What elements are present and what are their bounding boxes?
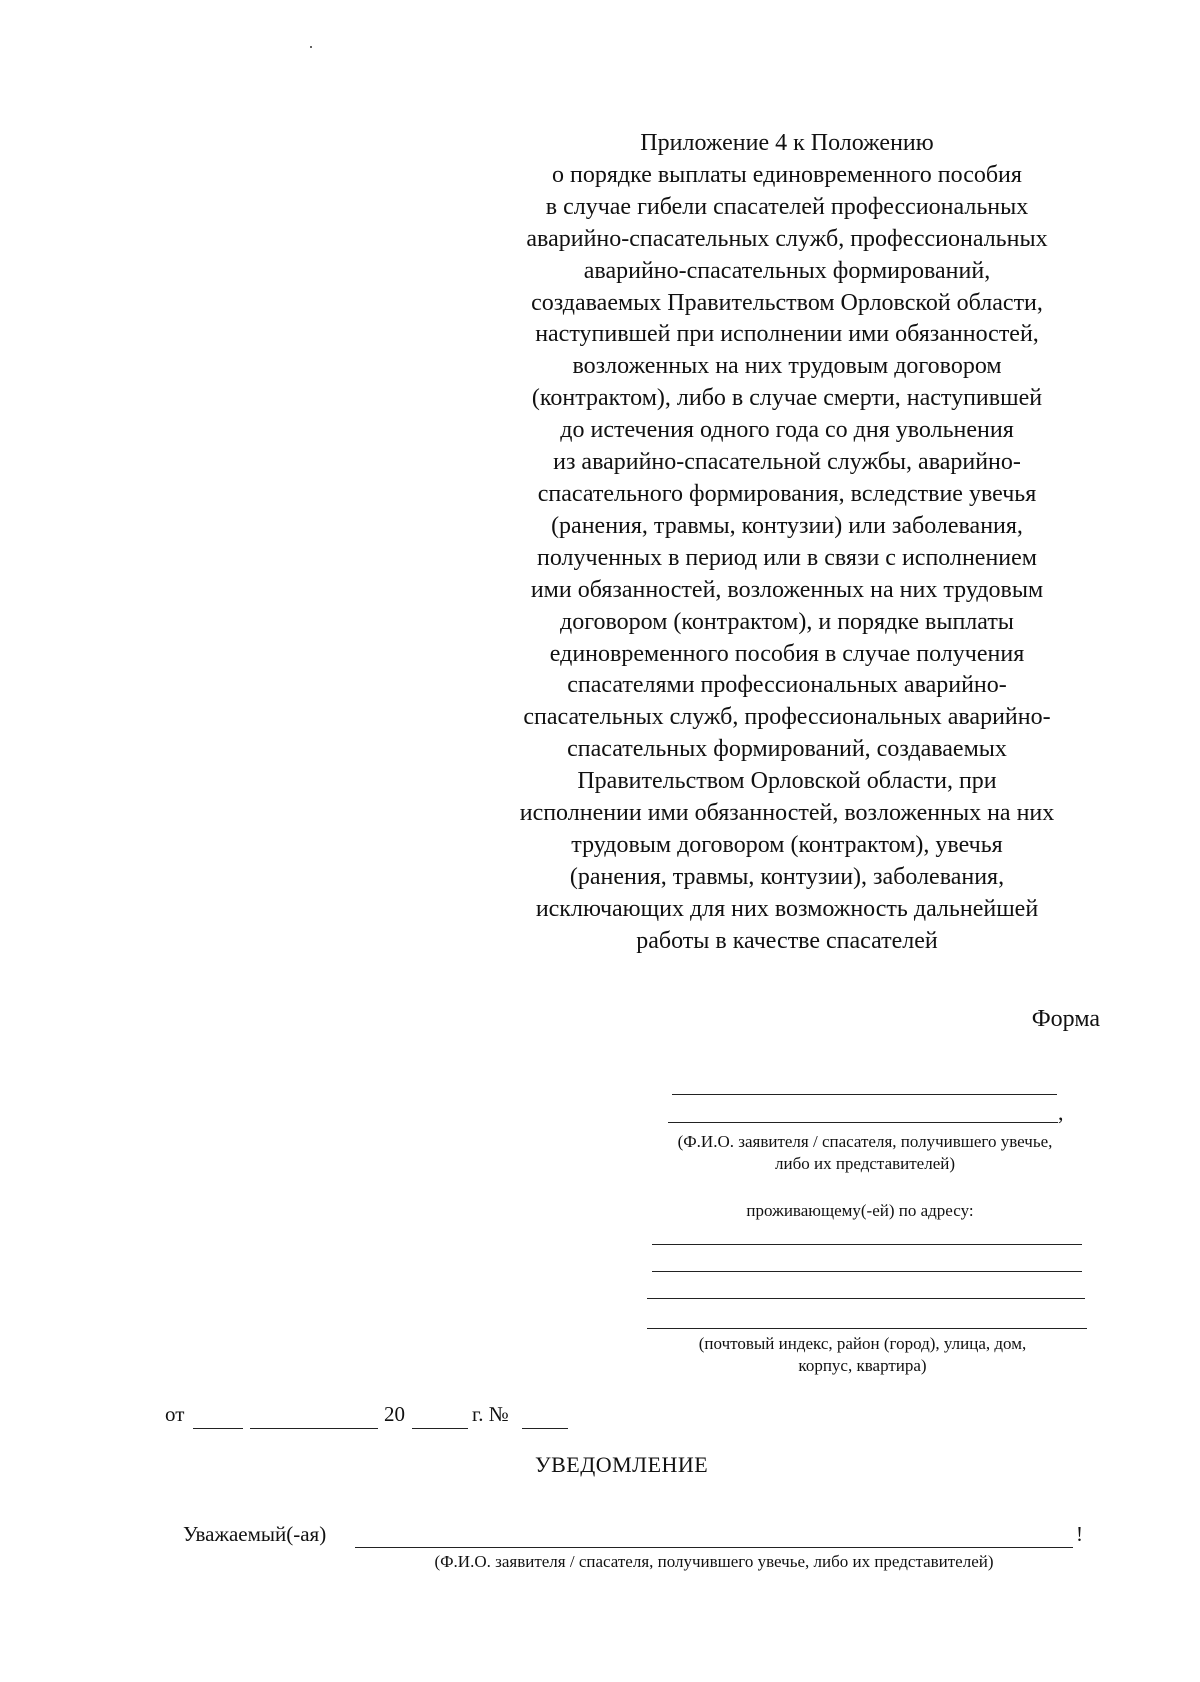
appendix-line: (контрактом), либо в случае смерти, наступившей (531, 385, 1043, 412)
appendix-line: возложенных на них трудовым договором (572, 353, 1002, 380)
appendix-line: Приложение 4 к Положению (640, 130, 934, 156)
address-label: проживающему(-ей) по адресу: (746, 1201, 974, 1220)
address-line-2[interactable] (652, 1271, 1082, 1272)
appendix-line: в случае гибели спасателей профессиональных (545, 193, 1029, 220)
appendix-line: исключающих для них возможность дальнейшей (535, 895, 1039, 922)
salutation-caption: (Ф.И.О. заявителя / спасателя, получившего увечье, либо их представителей) (434, 1552, 994, 1571)
appendix-line: наступившей при исполнении ими обязанностей, (535, 321, 1039, 348)
appendix-line: (ранения, травмы, контузии), заболевания, (569, 863, 1005, 890)
appendix-line: договором (контрактом), и порядке выплаты (560, 608, 1014, 635)
form-label: Форма (1031, 1006, 1100, 1032)
recipient-name-caption: (Ф.И.О. заявителя / спасателя, получившего увечье, либо их представителей) (677, 1132, 1053, 1173)
appendix-line: (ранения, травмы, контузии) или заболевания, (551, 512, 1023, 539)
appendix-line: аварийно-спасательных формирований, (583, 257, 991, 284)
address-line-1[interactable] (652, 1244, 1082, 1245)
appendix-line: создаваемых Правительством Орловской области, (531, 289, 1043, 316)
appendix-line: из аварийно-спасательной службы, аварийно- (553, 449, 1021, 476)
appendix-line: аварийно-спасательных служб, профессиональных (526, 225, 1048, 252)
appendix-line: ими обязанностей, возложенных на них трудовым (530, 576, 1044, 603)
appendix-heading (452, 128, 1122, 958)
recipient-name-line-1[interactable] (672, 1094, 1057, 1095)
address-line-4[interactable] (647, 1328, 1087, 1329)
appendix-line: спасательного формирования, вследствие увечья (537, 480, 1037, 507)
appendix-line: до истечения одного года со дня увольнения (560, 417, 1014, 444)
date-month-line[interactable] (250, 1428, 378, 1429)
appendix-line: работы в качестве спасателей (636, 927, 938, 954)
address-line-3[interactable] (647, 1298, 1085, 1299)
document-number-label: г. № (472, 1402, 509, 1426)
recipient-name-comma: , (1058, 1100, 1064, 1125)
appendix-line: исполнении ими обязанностей, возложенных на них (519, 800, 1055, 827)
appendix-line: единовременного пособия в случае получения (549, 640, 1025, 667)
appendix-line: полученных в период или в связи с исполнением (537, 544, 1037, 571)
address-caption: (почтовый индекс, район (город), улица, дом, корпус, квартира) (698, 1334, 1027, 1375)
appendix-line: о порядке выплаты единовременного пособия (552, 161, 1022, 188)
scan-speck (310, 46, 312, 48)
salutation-name-line[interactable] (355, 1547, 1073, 1548)
appendix-line: спасательных служб, профессиональных аварийно- (523, 704, 1051, 731)
date-year-prefix: 20 (384, 1402, 405, 1426)
date-day-line[interactable] (193, 1428, 243, 1429)
appendix-line: Правительством Орловской области, при (577, 768, 997, 795)
notice-title: УВЕДОМЛЕНИЕ (535, 1452, 709, 1477)
appendix-line: трудовым договором (контрактом), увечья (571, 831, 1003, 858)
appendix-line: спасательных формирований, создаваемых (567, 736, 1007, 763)
date-year-line[interactable] (412, 1428, 468, 1429)
date-from-label: от (165, 1402, 185, 1426)
appendix-line: спасателями профессиональных аварийно- (567, 672, 1007, 699)
salutation-label: Уважаемый(-ая) (183, 1522, 327, 1546)
document-number-line[interactable] (522, 1428, 568, 1429)
recipient-name-line-2[interactable] (668, 1122, 1058, 1123)
salutation-exclamation: ! (1076, 1522, 1083, 1546)
